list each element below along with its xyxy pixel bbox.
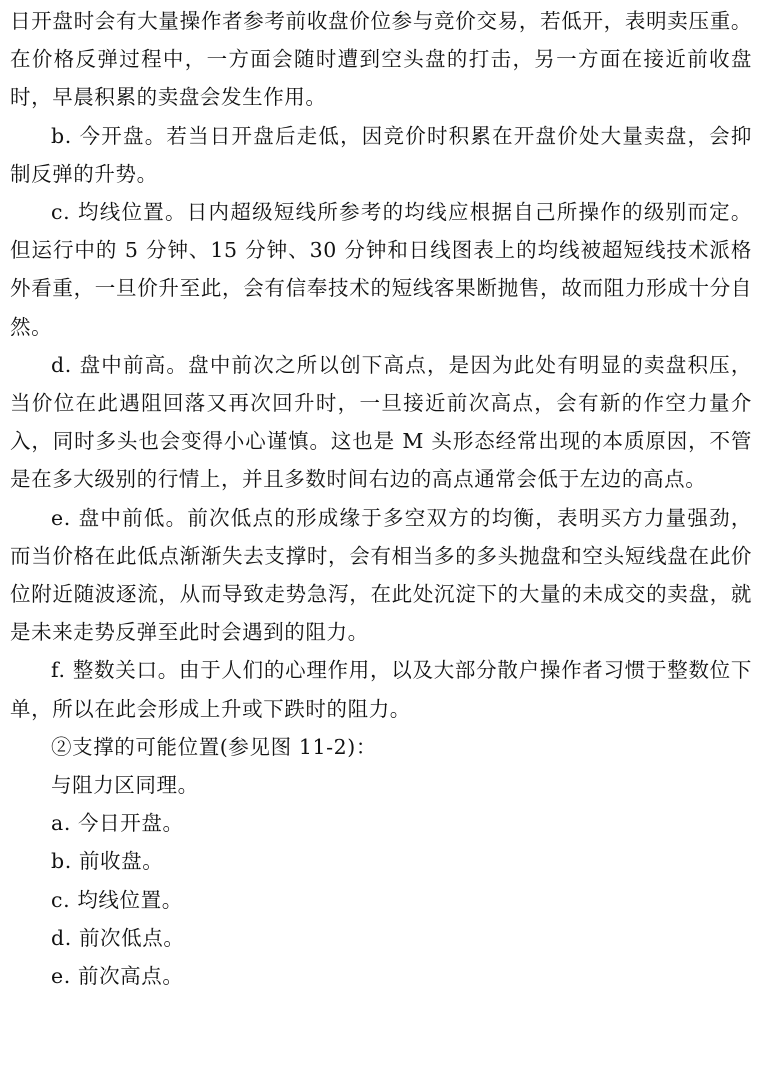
paragraph-intraday-high: d. 盘中前高。盘中前次之所以创下高点，是因为此处有明显的卖盘积压，当价位在此遇阻回落又再次回升时，一旦接近前次高点，会有新的作空力量介入，同时多头也会变得小心谨慎。这也是 M 头形态经常出现的本质原因，不管是在多大级别的行情上，并且多数时间右边的高点通常会低于左边的高点。 — [10, 352, 752, 492]
support-item-moving-average: c. 均线位置。 — [51, 887, 183, 912]
paragraph-moving-average: c. 均线位置。日内超级短线所参考的均线应根据自己所操作的级别而定。但运行中的 5 分钟、15 分钟、30 分钟和日线图表上的均线被超短线技术派格外看重，一旦价升至此，会有信奉技术的短线客果断抛售，故而阻力形成十分自然。 — [10, 200, 752, 339]
paragraph-today-open: b. 今开盘。若当日开盘后走低，因竞价时积累在开盘价处大量卖盘，会抑制反弹的升势。 — [10, 123, 752, 186]
paragraph-opening-pressure: 日开盘时会有大量操作者参考前收盘价位参与竞价交易，若低开，表明卖压重。在价格反弹过程中，一方面会随时遭到空头盘的打击，另一方面在接近前收盘时，早晨积累的卖盘会发生作用。 — [10, 9, 752, 110]
support-item-previous-close: b. 前收盘。 — [51, 849, 164, 874]
support-item-previous-high: e. 前次高点。 — [51, 964, 184, 989]
paragraph-round-number: f. 整数关口。由于人们的心理作用，以及大部分散户操作者习惯于整数位下单，所以在此会形成上升或下跌时的阻力。 — [10, 658, 752, 721]
support-heading: ②支撑的可能位置(参见图 11-2)： — [51, 734, 377, 759]
support-item-today-open: a. 今日开盘。 — [51, 811, 184, 836]
support-item-previous-low: d. 前次低点。 — [51, 925, 185, 950]
paragraph-intraday-low: e. 盘中前低。前次低点的形成缘于多空双方的均衡，表明买方力量强劲，而当价格在此低点渐渐失去支撑时，会有相当多的多头抛盘和空头短线盘在此价位附近随波逐流，从而导致走势急泻，在此处沉淀下的大量的未成交的卖盘，就是未来走势反弹至此时会遇到的阻力。 — [10, 505, 752, 645]
support-intro: 与阻力区同理。 — [51, 773, 199, 798]
document-page — [10, 2, 752, 995]
